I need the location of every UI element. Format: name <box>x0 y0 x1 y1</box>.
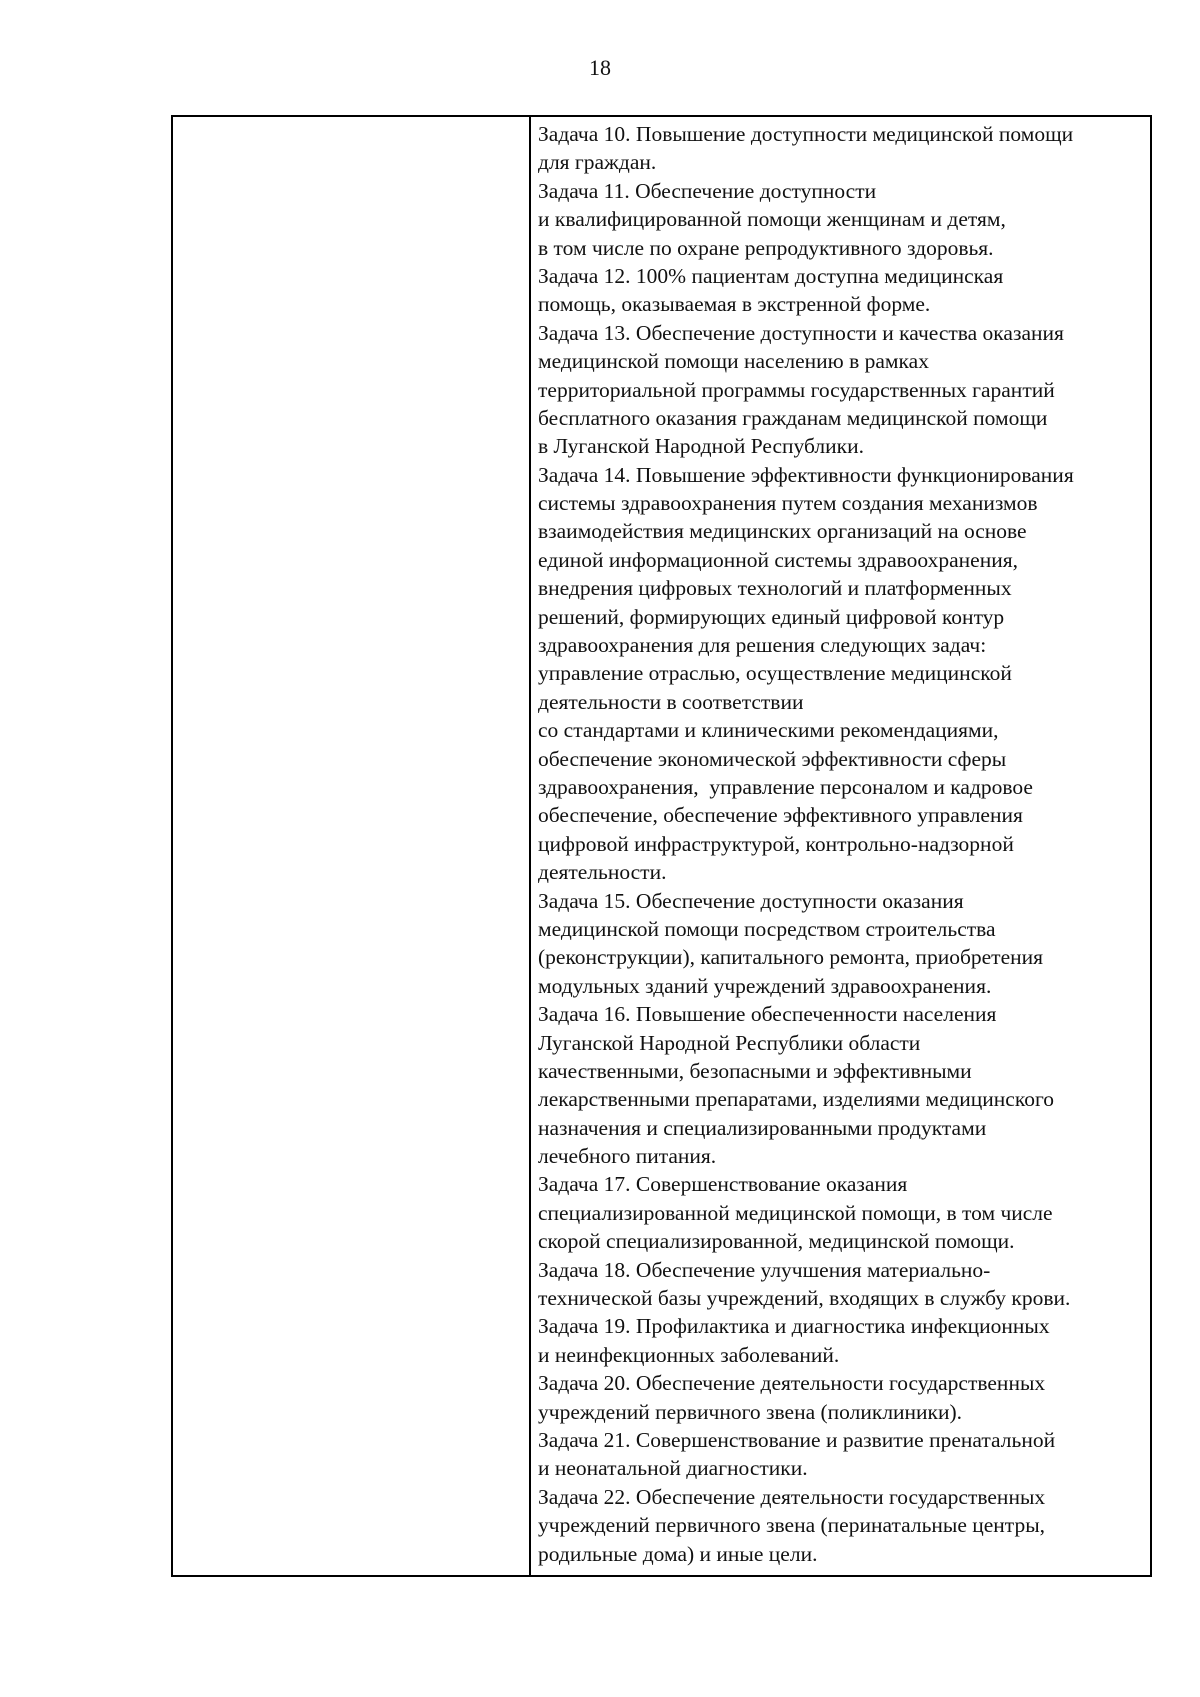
text-line: здравоохранения, управление персоналом и кадровое <box>538 774 1033 799</box>
text-line: здравоохранения для решения следующих задач: <box>538 633 987 658</box>
text-line: территориальной программы государственных гарантий <box>538 377 1055 402</box>
text-line: Задача 11. Обеспечение доступности <box>538 178 877 203</box>
text-line: Луганской Народной Республики области <box>538 1030 921 1055</box>
document-table <box>171 115 1152 1577</box>
text-line: в Луганской Народной Республики. <box>538 434 864 459</box>
text-line: единой информационной системы здравоохранения, <box>538 547 1018 572</box>
text-line: Задача 21. Совершенствование и развитие пренатальной <box>538 1427 1056 1452</box>
text-line: Задача 10. Повышение доступности медицинской помощи <box>538 122 1074 146</box>
text-line: Задача 19. Профилактика и диагностика инфекционных <box>538 1314 1050 1339</box>
text-line: деятельности. <box>538 860 667 885</box>
table-left-cell <box>173 117 531 1575</box>
text-line: технической базы учреждений, входящих в службу крови. <box>538 1286 1071 1311</box>
text-line: обеспечение экономической эффективности сферы <box>538 746 1007 771</box>
text-line: (реконструкции), капитального ремонта, приобретения <box>538 945 1044 970</box>
text-line: решений, формирующих единый цифровой контур <box>538 604 1005 629</box>
text-line: назначения и специализированными продуктами <box>538 1115 987 1140</box>
text-line: модульных зданий учреждений здравоохранения. <box>538 973 992 998</box>
text-line: помощь, оказываемая в экстренной форме. <box>538 292 931 317</box>
text-line: со стандартами и клиническими рекомендациями, <box>538 718 999 743</box>
text-line: Задача 12. 100% пациентам доступна медицинская <box>538 263 1004 288</box>
text-line: лечебного питания. <box>538 1144 717 1169</box>
text-line: лекарственными препаратами, изделиями медицинского <box>538 1087 1054 1112</box>
text-line: взаимодействия медицинских организаций на основе <box>538 519 1027 544</box>
text-line: учреждений первичного звена (перинатальные центры, <box>538 1513 1046 1538</box>
text-line: Задача 20. Обеспечение деятельности государственных <box>538 1371 1046 1396</box>
text-line: родильные дома) и иные цели. <box>538 1541 818 1566</box>
text-line: в том числе по охране репродуктивного здоровья. <box>538 235 994 260</box>
text-line: и неонатальной диагностики. <box>538 1456 808 1481</box>
text-line: деятельности в соответствии <box>538 689 804 714</box>
table-right-cell <box>531 117 1150 1575</box>
text-line: скорой специализированной, медицинской помощи. <box>538 1229 1015 1254</box>
page-number: 18 <box>589 55 611 80</box>
text-line: качественными, безопасными и эффективными <box>538 1058 972 1083</box>
text-line: специализированной медицинской помощи, в том числе <box>538 1200 1053 1225</box>
text-line: и квалифицированной помощи женщинам и детям, <box>538 207 1006 232</box>
text-line: Задача 18. Обеспечение улучшения материально- <box>538 1257 991 1282</box>
text-line: системы здравоохранения путем создания механизмов <box>538 491 1038 516</box>
text-line: бесплатного оказания гражданам медицинской помощи <box>538 405 1048 430</box>
text-line: цифровой инфраструктурой, контрольно-надзорной <box>538 831 1014 856</box>
text-line: внедрения цифровых технологий и платформенных <box>538 576 1012 601</box>
text-line: и неинфекционных заболеваний. <box>538 1342 840 1367</box>
text-line: Задача 14. Повышение эффективности функционирования <box>538 462 1074 487</box>
text-line: управление отраслью, осуществление медицинской <box>538 661 1012 686</box>
text-line: медицинской помощи населению в рамках <box>538 349 929 374</box>
text-line: Задача 22. Обеспечение деятельности государственных <box>538 1484 1046 1509</box>
text-line: Задача 17. Совершенствование оказания <box>538 1172 908 1197</box>
text-line: учреждений первичного звена (поликлиники). <box>538 1399 963 1424</box>
text-line: медицинской помощи посредством строительства <box>538 916 996 941</box>
text-line: Задача 15. Обеспечение доступности оказания <box>538 888 964 913</box>
text-line: Задача 13. Обеспечение доступности и качества оказания <box>538 320 1064 345</box>
text-line: Задача 16. Повышение обеспеченности населения <box>538 1002 997 1027</box>
text-line: обеспечение, обеспечение эффективного управления <box>538 803 1023 828</box>
text-line: для граждан. <box>538 150 657 175</box>
